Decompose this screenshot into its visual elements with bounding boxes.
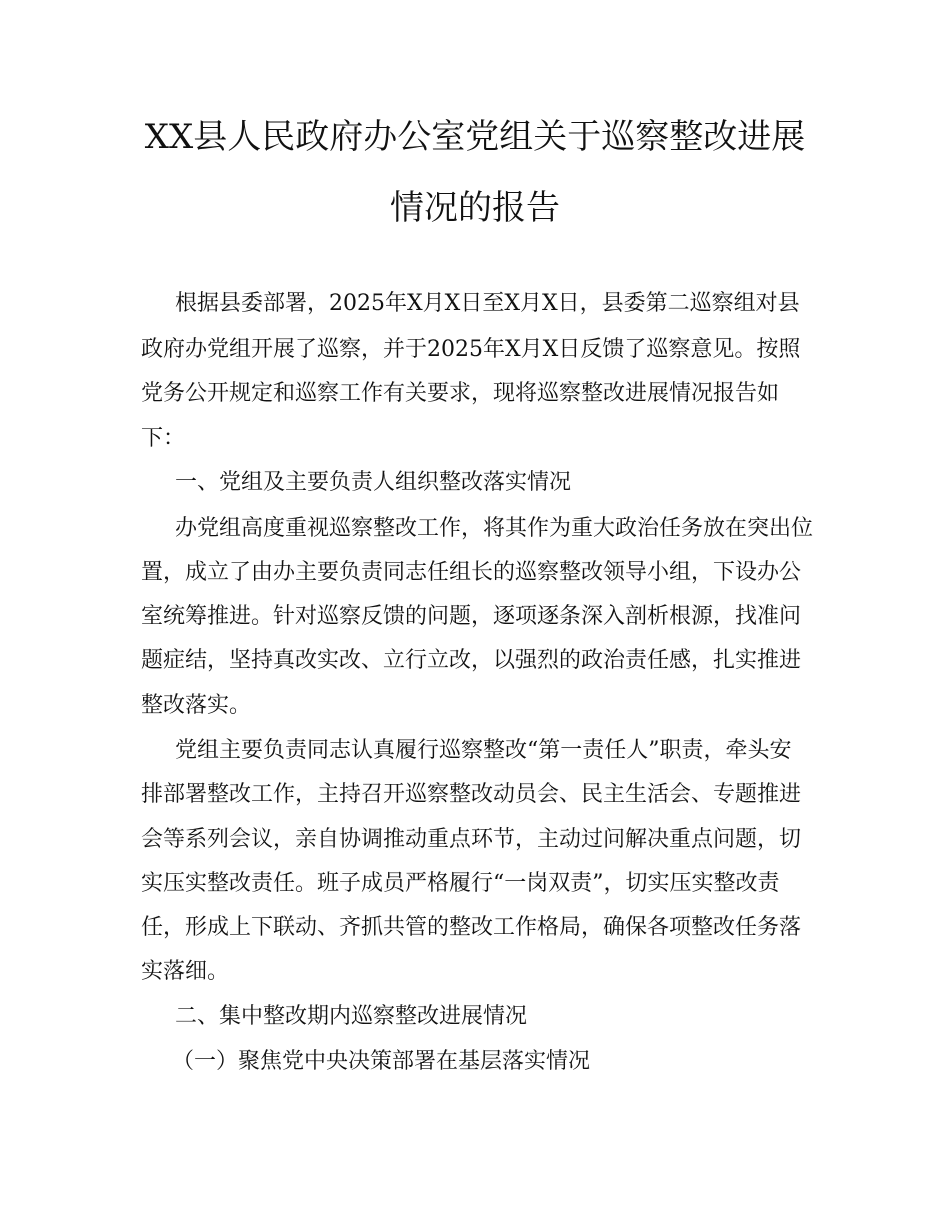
paragraph-line: 整改落实。 bbox=[141, 693, 252, 718]
paragraph-line: 排部署整改工作，主持召开巡察整改动员会、民主生活会、专题推进 bbox=[141, 782, 802, 807]
paragraph-line: 任，形成上下联动、齐抓共管的整改工作格局，确保各项整改任务落 bbox=[141, 915, 802, 940]
paragraph-line: 党组主要负责同志认真履行巡察整改“第一责任人”职责，牵头安 bbox=[175, 738, 792, 763]
paragraph-line: 题症结，坚持真改实改、立行立改，以强烈的政治责任感，扎实推进 bbox=[141, 648, 802, 673]
paragraph-line: 实压实整改责任。班子成员严格履行“一岗双责”，切实压实整改责 bbox=[141, 871, 780, 896]
paragraph-line: 置，成立了由办主要负责同志任组长的巡察整改领导小组，下设办公 bbox=[141, 560, 802, 585]
paragraph-line: 室统筹推进。针对巡察反馈的问题，逐项逐条深入剖析根源，找准问 bbox=[141, 604, 802, 629]
subsection-heading: （一）聚焦党中央决策部署在基层落实情况 bbox=[172, 1049, 591, 1074]
paragraph-line: 政府办党组开展了巡察，并于2025年X月X日反馈了巡察意见。按照 bbox=[141, 337, 801, 362]
paragraph-line: 党务公开规定和巡察工作有关要求，现将巡察整改进展情况报告如 bbox=[141, 381, 780, 406]
document-title-line-1: XX县人民政府办公室党组关于巡察整改进展 bbox=[144, 117, 806, 157]
paragraph-line: 会等系列会议，亲自协调推动重点环节，主动过问解决重点问题，切 bbox=[141, 827, 802, 852]
section-heading: 一、党组及主要负责人组织整改落实情况 bbox=[175, 470, 572, 495]
paragraph-line: 根据县委部署，2025年X月X日至X月X日，县委第二巡察组对县 bbox=[175, 291, 800, 316]
paragraph-line: 办党组高度重视巡察整改工作，将其作为重大政治任务放在突出位 bbox=[175, 516, 814, 541]
paragraph-line: 下： bbox=[141, 426, 186, 451]
section-heading: 二、集中整改期内巡察整改进展情况 bbox=[175, 1004, 528, 1029]
document-title-line-2: 情况的报告 bbox=[390, 188, 560, 228]
paragraph-line: 实落细。 bbox=[141, 959, 230, 984]
